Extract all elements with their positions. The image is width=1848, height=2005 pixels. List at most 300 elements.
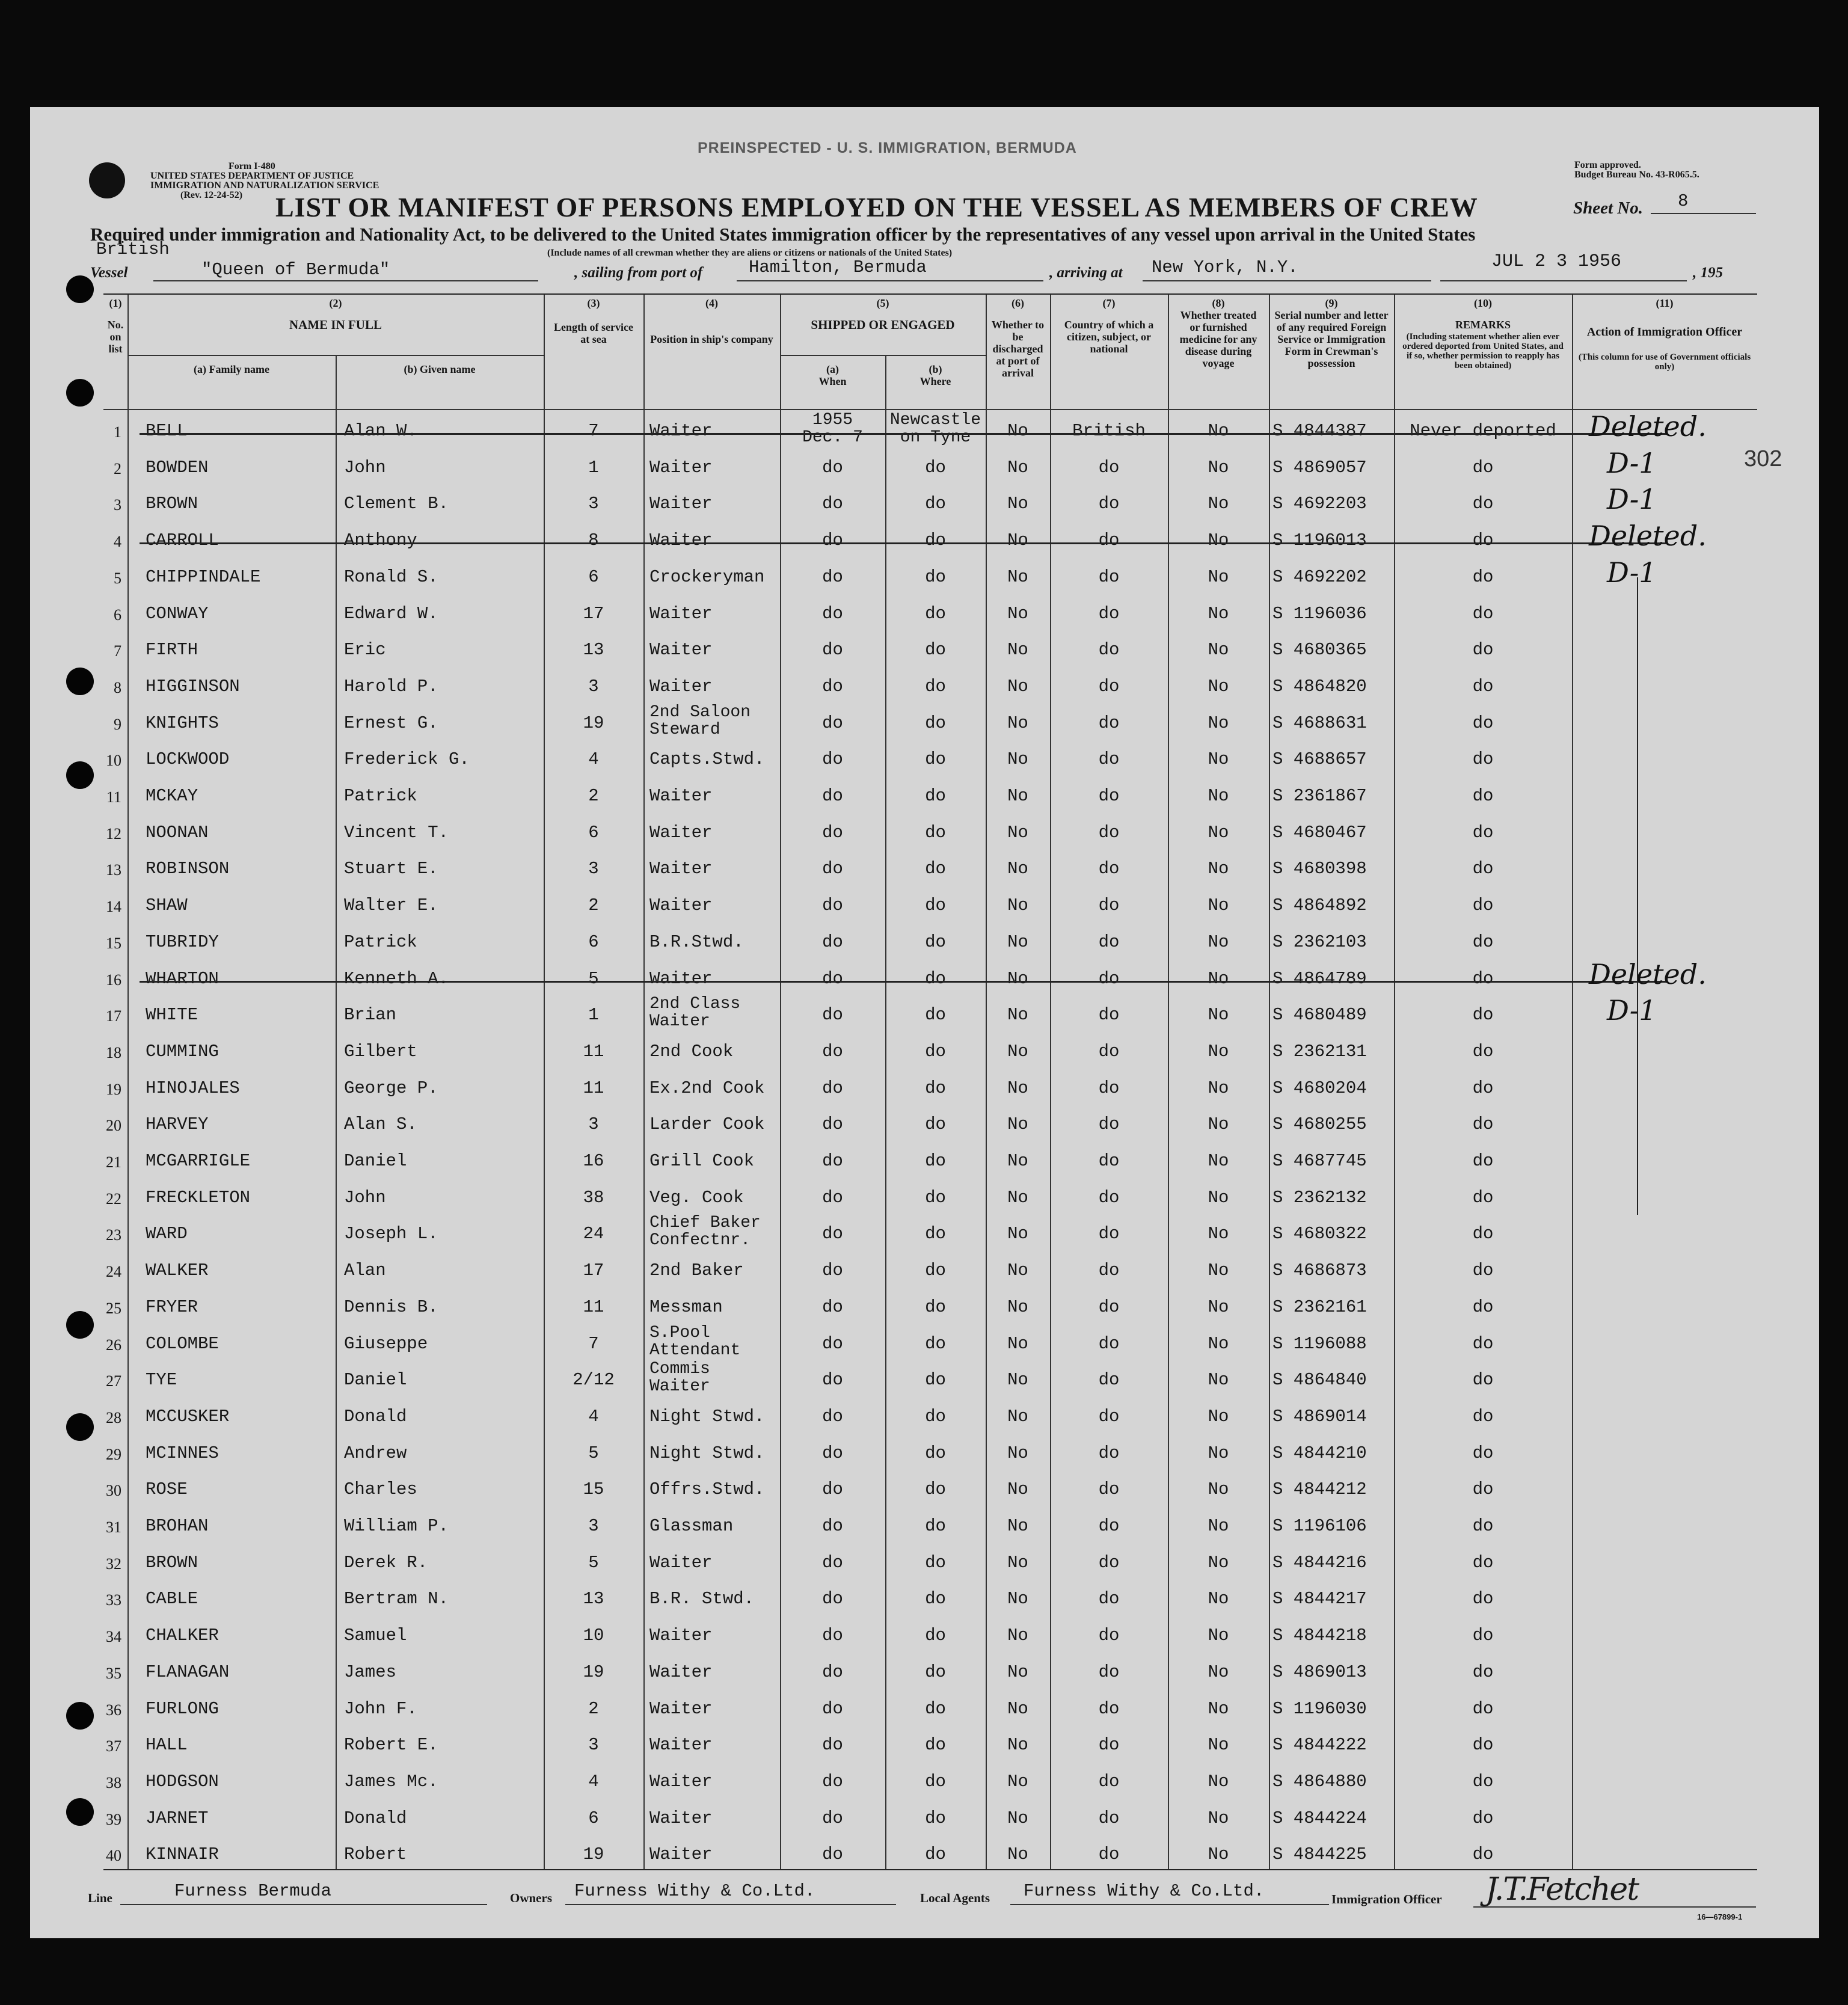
given-name-cell: John [344,457,386,477]
family-name-cell: ROBINSON [146,859,230,879]
position-cell: Night Stwd. [649,1406,765,1426]
position-cell: Commis Waiter [649,1360,710,1396]
family-name-cell: KINNAIR [146,1844,219,1865]
country-cell: do [1098,1114,1120,1135]
remarks-cell: do [1472,932,1494,952]
country-cell: do [1098,1626,1120,1646]
discharged-cell: No [1007,1662,1028,1682]
discharged-cell: No [1007,1406,1028,1426]
remarks-cell: do [1472,968,1494,989]
budget-bureau: Budget Bureau No. 43-R065.5. [1574,170,1699,180]
discharged-cell: No [1007,749,1028,770]
given-name-cell: Kenneth A. [344,968,449,989]
position-cell: Waiter [649,1735,713,1755]
header-col9-num: (9) [1325,297,1338,309]
position-cell: 2nd Baker [649,1260,744,1281]
when-cell: do [822,1260,843,1281]
where-cell: do [925,1297,946,1317]
where-cell: do [925,457,946,477]
family-name-cell: SHAW [146,895,188,916]
where-cell: do [925,1662,946,1682]
family-name-cell: CABLE [146,1589,198,1609]
treated-cell: No [1208,1333,1229,1354]
when-cell: do [822,1114,843,1135]
family-name-cell: TUBRIDY [146,932,219,952]
given-name-cell: Derek R. [344,1552,428,1573]
serial-cell: S 4844217 [1272,1589,1367,1609]
country-cell: do [1098,822,1120,843]
service-cell: 3 [588,1735,599,1755]
remarks-cell: do [1472,1078,1494,1098]
country-cell: do [1098,530,1120,551]
treated-cell: No [1208,1626,1229,1646]
position-cell: Grill Cook [649,1151,755,1171]
when-cell: do [822,1005,843,1025]
position-cell: Capts.Stwd. [649,749,765,770]
remarks-cell: do [1472,1005,1494,1025]
service-cell: 7 [588,421,599,441]
row-number: 36 [106,1701,121,1719]
serial-cell: S 1196036 [1272,603,1367,624]
row-number: 13 [106,861,121,879]
row-number: 6 [114,606,121,624]
serial-cell: S 4692203 [1272,494,1367,514]
row-number: 17 [106,1007,121,1025]
family-name-cell: WARD [146,1224,188,1244]
where-cell: do [925,1479,946,1500]
when-cell: do [822,676,843,696]
position-cell: Waiter [649,786,713,806]
remarks-cell: do [1472,1662,1494,1682]
vessel-underline [153,280,538,281]
remarks-cell: do [1472,1771,1494,1792]
given-name-cell: Edward W. [344,603,438,624]
arriving-label: , arriving at [1049,265,1123,281]
treated-cell: No [1208,968,1229,989]
family-name-cell: HIGGINSON [146,676,240,696]
service-cell: 17 [583,1260,604,1281]
discharged-cell: No [1007,566,1028,587]
treated-cell: No [1208,1297,1229,1317]
serial-cell: S 4688631 [1272,713,1367,733]
row-number: 38 [106,1773,121,1792]
where-cell: do [925,640,946,660]
where-cell: do [925,1626,946,1646]
header-discharged: Whether to be discharged at port of arrival [991,319,1045,379]
owners-underline [565,1904,896,1905]
treated-cell: No [1208,1370,1229,1390]
country-cell: do [1098,1370,1120,1390]
when-cell: do [822,603,843,624]
family-name-cell: FRECKLETON [146,1187,251,1208]
country-cell: do [1098,1333,1120,1354]
family-name-cell: BELL [146,421,188,441]
position-cell: Messman [649,1297,723,1317]
where-cell: do [925,1260,946,1281]
position-cell: Waiter [649,421,713,441]
row-number: 5 [114,569,121,587]
discharged-cell: No [1007,457,1028,477]
header-length-of-service: Length of service at sea [554,321,633,345]
row-number: 32 [106,1555,121,1573]
serial-cell: S 4844218 [1272,1626,1367,1646]
form-number: Form I-480 [229,161,275,171]
remarks-cell: do [1472,1552,1494,1573]
treated-cell: No [1208,749,1229,770]
country-cell: do [1098,603,1120,624]
line-underline [120,1904,487,1905]
family-name-cell: HODGSON [146,1771,219,1792]
remarks-cell: do [1472,1808,1494,1828]
given-name-cell: Frederick G. [344,749,470,770]
family-name-cell: CHIPPINDALE [146,566,261,587]
where-cell: do [925,1516,946,1536]
country-cell: do [1098,713,1120,733]
header-position: Position in ship's company [650,333,773,345]
discharged-cell: No [1007,1041,1028,1061]
remarks-cell: do [1472,1516,1494,1536]
where-cell: do [925,1808,946,1828]
agents-label: Local Agents [920,1891,990,1905]
when-cell: do [822,1443,843,1463]
when-cell: do [822,749,843,770]
when-cell: do [822,566,843,587]
when-cell: do [822,1406,843,1426]
country-cell: do [1098,1844,1120,1865]
remarks-cell: do [1472,749,1494,770]
form-approved: Form approved. [1574,160,1641,170]
header-col4-num: (4) [705,297,718,309]
given-name-cell: Donald [344,1406,407,1426]
position-cell: Larder Cook [649,1114,765,1135]
row-number: 15 [106,934,121,952]
discharged-cell: No [1007,786,1028,806]
strikethrough-line [140,542,1667,544]
family-name-cell: CONWAY [146,603,209,624]
country-cell: do [1098,1589,1120,1609]
treated-cell: No [1208,713,1229,733]
when-cell: do [822,1297,843,1317]
family-name-cell: FRYER [146,1297,198,1317]
service-cell: 2 [588,786,599,806]
service-cell: 2/12 [573,1370,615,1390]
position-cell: Chief Baker Confectnr. [649,1214,761,1250]
treated-cell: No [1208,822,1229,843]
serial-cell: S 4844224 [1272,1808,1367,1828]
serial-cell: S 4692202 [1272,566,1367,587]
service-cell: 11 [583,1041,604,1061]
remarks-cell: do [1472,859,1494,879]
discharged-cell: No [1007,1260,1028,1281]
given-name-cell: Brian [344,1005,397,1025]
discharged-cell: No [1007,1078,1028,1098]
service-cell: 6 [588,1808,599,1828]
treated-cell: No [1208,1078,1229,1098]
family-name-cell: ROSE [146,1479,188,1500]
when-cell: do [822,859,843,879]
service-cell: 3 [588,1516,599,1536]
serial-cell: S 4869013 [1272,1662,1367,1682]
row-number: 30 [106,1482,121,1500]
agents-value: Furness Withy & Co.Ltd. [1024,1881,1265,1901]
where-cell: do [925,1078,946,1098]
header-col5-num: (5) [876,297,889,309]
service-cell: 5 [588,968,599,989]
country-cell: do [1098,1078,1120,1098]
serial-cell: S 4680398 [1272,859,1367,879]
service-cell: 10 [583,1626,604,1646]
country-cell: do [1098,1224,1120,1244]
remarks-cell: Never deported [1410,421,1556,441]
serial-cell: S 4687745 [1272,1151,1367,1171]
serial-cell: S 4844222 [1272,1735,1367,1755]
family-name-cell: WHITE [146,1005,198,1025]
row-number: 37 [106,1737,121,1755]
serial-cell: S 2361867 [1272,786,1367,806]
vessel-label: Vessel [90,265,128,281]
given-name-cell: George P. [344,1078,438,1098]
where-cell: do [925,566,946,587]
serial-cell: S 1196088 [1272,1333,1367,1354]
where-cell: do [925,1224,946,1244]
discharged-cell: No [1007,968,1028,989]
form-revision: (Rev. 12-24-52) [180,190,243,200]
when-cell: do [822,1224,843,1244]
service-cell: 3 [588,676,599,696]
remarks-cell: do [1472,1370,1494,1390]
remarks-cell: do [1472,603,1494,624]
service-cell: 2 [588,1698,599,1719]
col-divider [336,355,337,1869]
discharged-cell: No [1007,421,1028,441]
when-cell: do [822,1370,843,1390]
service-cell: 4 [588,1406,599,1426]
where-cell: Newcastle on Tyne [889,411,981,447]
discharged-cell: No [1007,1735,1028,1755]
when-cell: do [822,1041,843,1061]
treated-cell: No [1208,1005,1229,1025]
form-service: IMMIGRATION AND NATURALIZATION SERVICE [150,180,379,191]
given-name-cell: Charles [344,1479,417,1500]
when-cell: do [822,1516,843,1536]
page-title: LIST OR MANIFEST OF PERSONS EMPLOYED ON THE VESSEL AS MEMBERS OF CREW [275,192,1478,223]
where-cell: do [925,676,946,696]
country-cell: do [1098,968,1120,989]
position-cell: Offrs.Stwd. [649,1479,765,1500]
when-cell: do [822,713,843,733]
treated-cell: No [1208,895,1229,916]
treated-cell: No [1208,457,1229,477]
row-number: 39 [106,1810,121,1828]
remarks-cell: do [1472,1297,1494,1317]
remarks-cell: do [1472,1735,1494,1755]
remarks-cell: do [1472,640,1494,660]
action-note: D-1 [1607,556,1657,589]
row-number: 1 [114,423,121,441]
sheet-number-underline [1651,213,1756,214]
treated-cell: No [1208,603,1229,624]
discharged-cell: No [1007,1114,1028,1135]
family-name-cell: HINOJALES [146,1078,240,1098]
remarks-cell: do [1472,1406,1494,1426]
action-bracket-line [1637,577,1638,1215]
discharged-cell: No [1007,713,1028,733]
serial-cell: S 4844212 [1272,1479,1367,1500]
where-cell: do [925,1114,946,1135]
service-cell: 38 [583,1187,604,1208]
discharged-cell: No [1007,530,1028,551]
country-cell: do [1098,1005,1120,1025]
country-cell: do [1098,859,1120,879]
position-cell: Ex.2nd Cook [649,1078,765,1098]
given-name-cell: Vincent T. [344,822,449,843]
remarks-cell: do [1472,1844,1494,1865]
header-col7-num: (7) [1102,297,1116,309]
serial-cell: S 4844387 [1272,421,1367,441]
remarks-cell: do [1472,1260,1494,1281]
country-cell: do [1098,749,1120,770]
where-cell: do [925,1443,946,1463]
given-name-cell: Harold P. [344,676,438,696]
row-number: 40 [106,1847,121,1865]
discharged-cell: No [1007,1844,1028,1865]
row-number: 25 [106,1299,121,1317]
remarks-cell: do [1472,1151,1494,1171]
header-shipped-engaged: SHIPPED OR ENGAGED [811,318,955,332]
header-given-name: (b) Given name [404,363,476,375]
treated-cell: No [1208,494,1229,514]
service-cell: 8 [588,530,599,551]
remarks-cell: do [1472,1224,1494,1244]
serial-cell: S 2362103 [1272,932,1367,952]
form-department: UNITED STATES DEPARTMENT OF JUSTICE [150,171,354,181]
row-number: 11 [106,788,121,806]
discharged-cell: No [1007,1151,1028,1171]
position-cell: Waiter [649,822,713,843]
treated-cell: No [1208,530,1229,551]
remarks-cell: do [1472,1626,1494,1646]
where-cell: do [925,1735,946,1755]
position-cell: Waiter [649,1844,713,1865]
service-cell: 13 [583,1589,604,1609]
given-name-cell: Patrick [344,786,417,806]
agents-underline [1010,1904,1329,1905]
required-statement: Required under immigration and Nationality Act, to be delivered to the United States immigration officer by the representatives of any vessel upon arrival in the United States [90,224,1476,245]
row-number: 34 [106,1628,121,1646]
service-cell: 1 [588,457,599,477]
remarks-cell: do [1472,1698,1494,1719]
header-col3-num: (3) [587,297,600,309]
family-name-cell: BOWDEN [146,457,209,477]
serial-cell: S 4869057 [1272,457,1367,477]
treated-cell: No [1208,1151,1229,1171]
position-cell: Waiter [649,895,713,916]
action-note: D-1 [1607,994,1657,1027]
remarks-cell: do [1472,895,1494,916]
serial-cell: S 2362161 [1272,1297,1367,1317]
treated-cell: No [1208,1516,1229,1536]
treated-cell: No [1208,676,1229,696]
officer-underline [1473,1906,1756,1908]
position-cell: B.R. Stwd. [649,1589,755,1609]
given-name-cell: Daniel [344,1370,407,1390]
serial-cell: S 1196013 [1272,530,1367,551]
remarks-cell: do [1472,786,1494,806]
row-number: 10 [106,752,121,770]
remarks-cell: do [1472,530,1494,551]
family-name-cell: BROHAN [146,1516,209,1536]
when-cell: do [822,1844,843,1865]
position-cell: Crockeryman [649,566,765,587]
when-cell: do [822,494,843,514]
given-name-cell: Alan [344,1260,386,1281]
discharged-cell: No [1007,1187,1028,1208]
row-number: 28 [106,1408,121,1426]
where-cell: do [925,1370,946,1390]
where-cell: do [925,1406,946,1426]
row-number: 27 [106,1372,121,1390]
position-cell: Waiter [649,530,713,551]
country-cell: do [1098,1552,1120,1573]
when-cell: do [822,968,843,989]
where-cell: do [925,1187,946,1208]
treated-cell: No [1208,859,1229,879]
print-code: 16—67899-1 [1697,1912,1743,1921]
row-number: 21 [106,1153,121,1171]
row-number: 29 [106,1445,121,1463]
service-cell: 5 [588,1443,599,1463]
country-cell: do [1098,1151,1120,1171]
given-name-cell: Alan S. [344,1114,417,1135]
country-cell: do [1098,1297,1120,1317]
given-name-cell: John [344,1187,386,1208]
treated-cell: No [1208,1589,1229,1609]
row-number: 23 [106,1226,121,1244]
country-cell: do [1098,1771,1120,1792]
serial-cell: S 4844225 [1272,1844,1367,1865]
treated-cell: No [1208,421,1229,441]
when-cell: do [822,1479,843,1500]
when-cell: do [822,1771,843,1792]
treated-cell: No [1208,1406,1229,1426]
service-cell: 3 [588,859,599,879]
treated-cell: No [1208,1698,1229,1719]
service-cell: 11 [583,1297,604,1317]
country-cell: do [1098,640,1120,660]
header-remarks-note: (Including statement whether alien ever ordered deported from United States, and if so, whether permission to reapply has been obtained) [1402,332,1564,370]
position-cell: Waiter [649,1698,713,1719]
position-cell: Waiter [649,603,713,624]
given-name-cell: Donald [344,1808,407,1828]
header-action: Action of Immigration Officer [1586,325,1743,339]
where-cell: do [925,1005,946,1025]
discharged-cell: No [1007,494,1028,514]
where-cell: do [925,713,946,733]
position-cell: Night Stwd. [649,1443,765,1463]
service-cell: 19 [583,1844,604,1865]
discharged-cell: No [1007,1479,1028,1500]
country-cell: do [1098,566,1120,587]
discharged-cell: No [1007,822,1028,843]
header-treated: Whether treated or furnished medicine for any disease during voyage [1179,309,1257,369]
discharged-cell: No [1007,1516,1028,1536]
service-cell: 5 [588,1552,599,1573]
position-cell: 2nd Cook [649,1041,734,1061]
treated-cell: No [1208,1224,1229,1244]
discharged-cell: No [1007,640,1028,660]
action-note: D-1 [1607,446,1657,479]
country-cell: do [1098,1808,1120,1828]
